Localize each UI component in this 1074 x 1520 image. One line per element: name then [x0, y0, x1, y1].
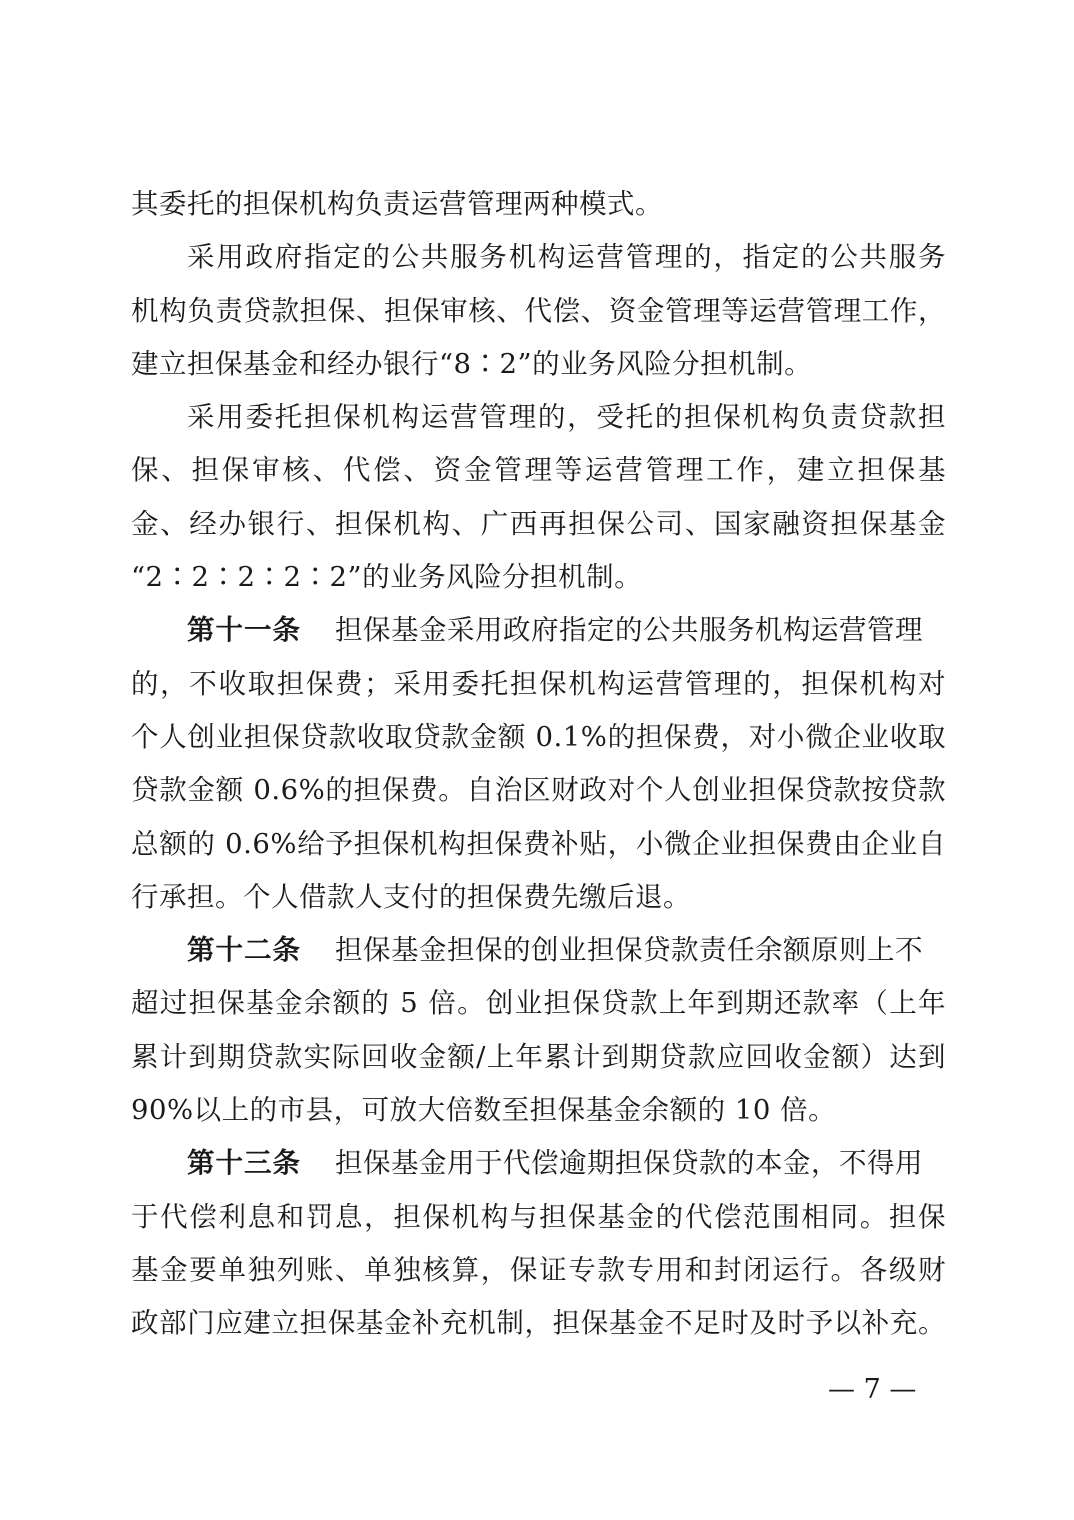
paragraph-public-service-mode: 采用政府指定的公共服务机构运营管理的，指定的公共服务: [187, 241, 946, 274]
article-12-first-line: [131, 924, 946, 977]
article-11-text: 担保基金采用政府指定的公共服务机构运营管理: [335, 614, 923, 647]
text-line: 累计到期贷款实际回收金额/上年累计到期贷款应回收金额）达到: [131, 1040, 946, 1073]
text-line: 超过担保基金余额的 5 倍。创业担保贷款上年到期还款率（上年: [131, 987, 946, 1020]
text-line: 的，不收取担保费；采用委托担保机构运营管理的，担保机构对: [131, 667, 946, 700]
text-line: 基金要单独列账、单独核算，保证专款专用和封闭运行。各级财: [131, 1253, 946, 1286]
text-line: 建立担保基金和经办银行“8∶2”的业务风险分担机制。: [131, 347, 813, 380]
text-line: 政部门应建立担保基金补充机制，担保基金不足时及时予以补充。: [131, 1307, 946, 1340]
text-line: 金、经办银行、担保机构、广西再担保公司、国家融资担保基金: [131, 507, 946, 540]
text-line: 个人创业担保贷款收取贷款金额 0.1%的担保费，对小微企业收取: [131, 720, 946, 753]
text-line: “2∶2∶2∶2∶2”的业务风险分担机制。: [131, 561, 643, 594]
text-line: 行承担。个人借款人支付的担保费先缴后退。: [131, 880, 691, 913]
article-12-text: 担保基金担保的创业担保贷款责任余额原则上不: [335, 934, 923, 967]
article-13-heading: 第十三条: [187, 1147, 301, 1180]
text-line: 贷款金额 0.6%的担保费。自治区财政对个人创业担保贷款按贷款: [131, 774, 946, 807]
article-11-first-line: [131, 604, 946, 657]
text-line: 机构负责贷款担保、担保审核、代偿、资金管理等运营管理工作，: [131, 294, 946, 327]
document-body: [131, 178, 946, 1351]
text-line: 其委托的担保机构负责运营管理两种模式。: [131, 188, 663, 220]
text-line: 于代偿利息和罚息，担保机构与担保基金的代偿范围相同。担保: [131, 1200, 946, 1233]
paragraph-entrusted-mode: 采用委托担保机构运营管理的，受托的担保机构负责贷款担: [187, 401, 946, 434]
text-line: 保、担保审核、代偿、资金管理等运营管理工作，建立担保基: [131, 454, 946, 487]
text-line: 总额的 0.6%给予担保机构担保费补贴，小微企业担保费由企业自: [131, 827, 946, 860]
article-13-first-line: [131, 1137, 946, 1190]
article-11-heading: 第十一条: [187, 614, 301, 647]
text-line: 90%以上的市县，可放大倍数至担保基金余额的 10 倍。: [131, 1094, 837, 1127]
page-number: — 7 —: [828, 1374, 917, 1405]
article-12-heading: 第十二条: [187, 934, 301, 967]
article-13-text: 担保基金用于代偿逾期担保贷款的本金，不得用: [335, 1147, 923, 1180]
